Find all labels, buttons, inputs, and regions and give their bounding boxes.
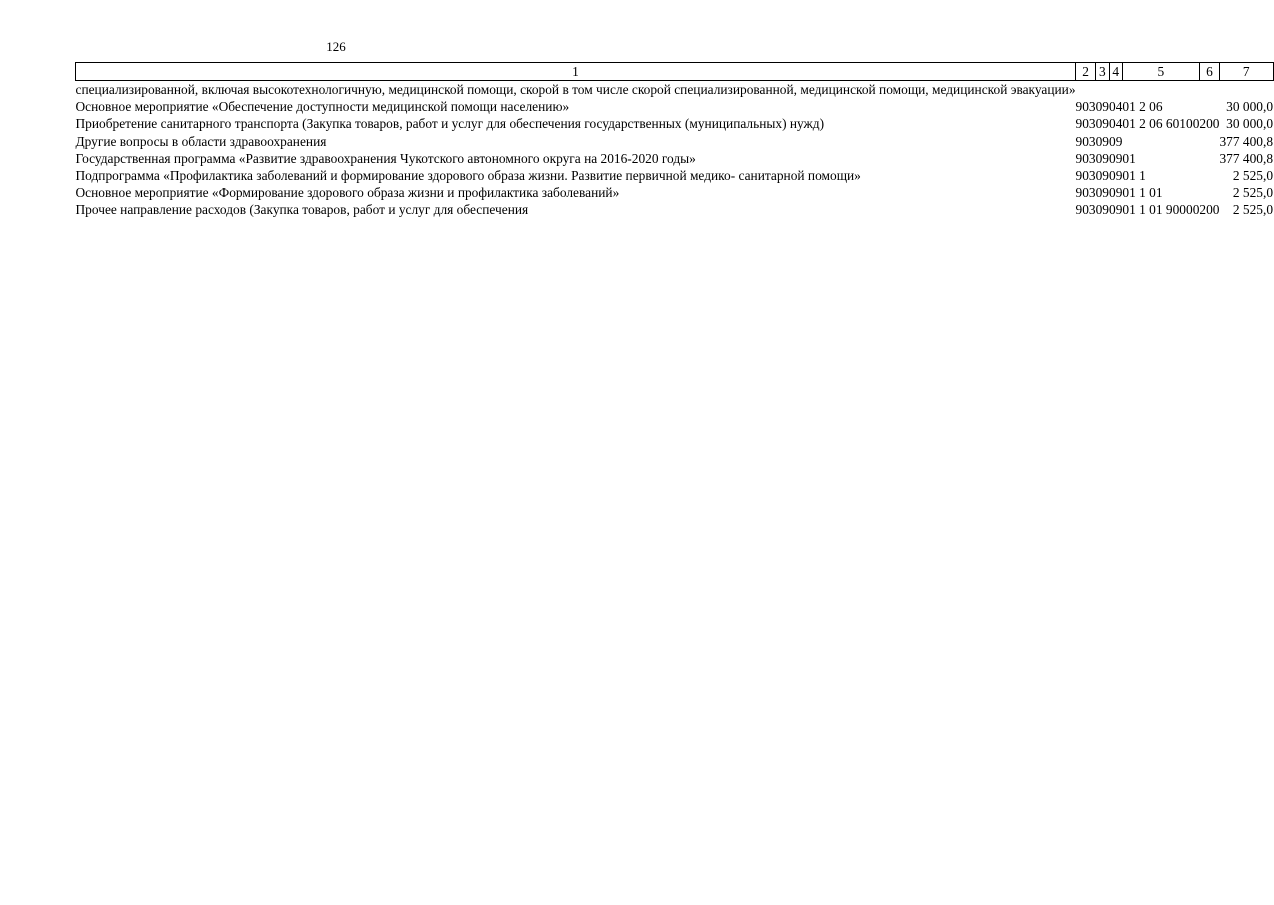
row-expense-type bbox=[1199, 98, 1219, 115]
row-section: 09 bbox=[1095, 150, 1109, 166]
row-amount bbox=[1219, 81, 1273, 99]
row-subsection: 09 bbox=[1109, 185, 1123, 201]
row-program: 01 1 01 90000 bbox=[1122, 202, 1200, 218]
row-program bbox=[1122, 133, 1199, 150]
row-expense-type: 200 bbox=[1199, 116, 1220, 132]
row-amount: 30 000,0 bbox=[1226, 99, 1274, 115]
row-name: Другие вопросы в области здравоохранения bbox=[75, 133, 327, 149]
header-col-1: 1 bbox=[76, 63, 1076, 81]
table-row bbox=[76, 201, 1274, 218]
row-name: Основное мероприятие «Формирование здорового образа жизни и профилактика заболеваний» bbox=[75, 185, 620, 201]
row-program: 01 1 bbox=[1122, 168, 1146, 184]
row-code: 903 bbox=[1075, 185, 1096, 201]
table-row bbox=[76, 167, 1274, 184]
row-section: 09 bbox=[1095, 116, 1109, 132]
row-amount: 30 000,0 bbox=[1226, 116, 1274, 132]
row-code: 903 bbox=[1075, 133, 1096, 149]
table-row bbox=[76, 81, 1274, 99]
row-code: 903 bbox=[1075, 202, 1096, 218]
header-col-3: 3 bbox=[1096, 63, 1109, 81]
row-subsection: 04 bbox=[1109, 116, 1123, 132]
row-subsection: 09 bbox=[1109, 150, 1123, 166]
header-col-2: 2 bbox=[1076, 63, 1096, 81]
row-name: Подпрограмма «Профилактика заболеваний и формирование здорового образа жизни. Развитие первичной медико- санитарной помощи» bbox=[75, 168, 861, 184]
row-subsection: 04 bbox=[1109, 99, 1123, 115]
table-row bbox=[76, 133, 1274, 150]
budget-table bbox=[75, 62, 1274, 219]
table-row bbox=[76, 115, 1274, 132]
row-section: 09 bbox=[1095, 99, 1109, 115]
row-amount: 2 525,0 bbox=[1232, 202, 1274, 218]
header-row bbox=[76, 63, 1274, 81]
row-program: 01 2 06 bbox=[1122, 99, 1163, 115]
row-section bbox=[1096, 81, 1109, 99]
row-code: 903 bbox=[1075, 150, 1096, 166]
header-col-5: 5 bbox=[1122, 63, 1199, 81]
row-name: Приобретение санитарного транспорта (Закупка товаров, работ и услуг для обеспечения государственных (муниципальных) нужд) bbox=[75, 116, 825, 132]
row-code: 903 bbox=[1075, 99, 1096, 115]
row-program: 01 bbox=[1122, 150, 1136, 166]
row-expense-type bbox=[1199, 184, 1219, 201]
row-name: Государственная программа «Развитие здравоохранения Чукотского автономного округа на 2016-2020 годы» bbox=[75, 150, 696, 166]
header-col-6: 6 bbox=[1199, 63, 1219, 81]
row-expense-type: 200 bbox=[1199, 202, 1220, 218]
row-code bbox=[1076, 81, 1096, 99]
table-header bbox=[76, 63, 1274, 81]
table-row bbox=[76, 98, 1274, 115]
header-col-4: 4 bbox=[1109, 63, 1122, 81]
row-code: 903 bbox=[1075, 116, 1096, 132]
row-subsection: 09 bbox=[1109, 168, 1123, 184]
row-expense-type bbox=[1199, 81, 1219, 99]
row-name: специализированной, включая высокотехнологичную, медицинской помощи, скорой в том числе скорой специализированной, медицинской помощи, медицинской эвакуации» bbox=[75, 82, 1076, 97]
row-program bbox=[1122, 81, 1199, 99]
row-amount: 2 525,0 bbox=[1232, 168, 1274, 184]
row-name: Прочее направление расходов (Закупка товаров, работ и услуг для обеспечения bbox=[75, 202, 529, 218]
row-program: 01 1 01 bbox=[1122, 185, 1163, 201]
row-subsection bbox=[1109, 81, 1122, 99]
row-subsection: 09 bbox=[1109, 133, 1123, 149]
row-program: 01 2 06 60100 bbox=[1122, 116, 1200, 132]
table-row bbox=[76, 184, 1274, 201]
table-row bbox=[76, 150, 1274, 167]
table-body bbox=[76, 81, 1274, 219]
row-code: 903 bbox=[1075, 168, 1096, 184]
row-name: Основное мероприятие «Обеспечение доступности медицинской помощи населению» bbox=[75, 99, 570, 115]
row-section: 09 bbox=[1095, 133, 1109, 149]
row-expense-type bbox=[1199, 167, 1219, 184]
row-section: 09 bbox=[1095, 168, 1109, 184]
row-section: 09 bbox=[1095, 185, 1109, 201]
row-subsection: 09 bbox=[1109, 202, 1123, 218]
header-col-7: 7 bbox=[1219, 63, 1273, 81]
row-expense-type bbox=[1199, 150, 1219, 167]
row-amount: 377 400,8 bbox=[1219, 133, 1274, 149]
row-amount: 2 525,0 bbox=[1232, 185, 1274, 201]
row-expense-type bbox=[1199, 133, 1219, 150]
row-section: 09 bbox=[1095, 202, 1109, 218]
row-amount: 377 400,8 bbox=[1219, 150, 1274, 166]
page-number: 126 bbox=[326, 39, 346, 54]
